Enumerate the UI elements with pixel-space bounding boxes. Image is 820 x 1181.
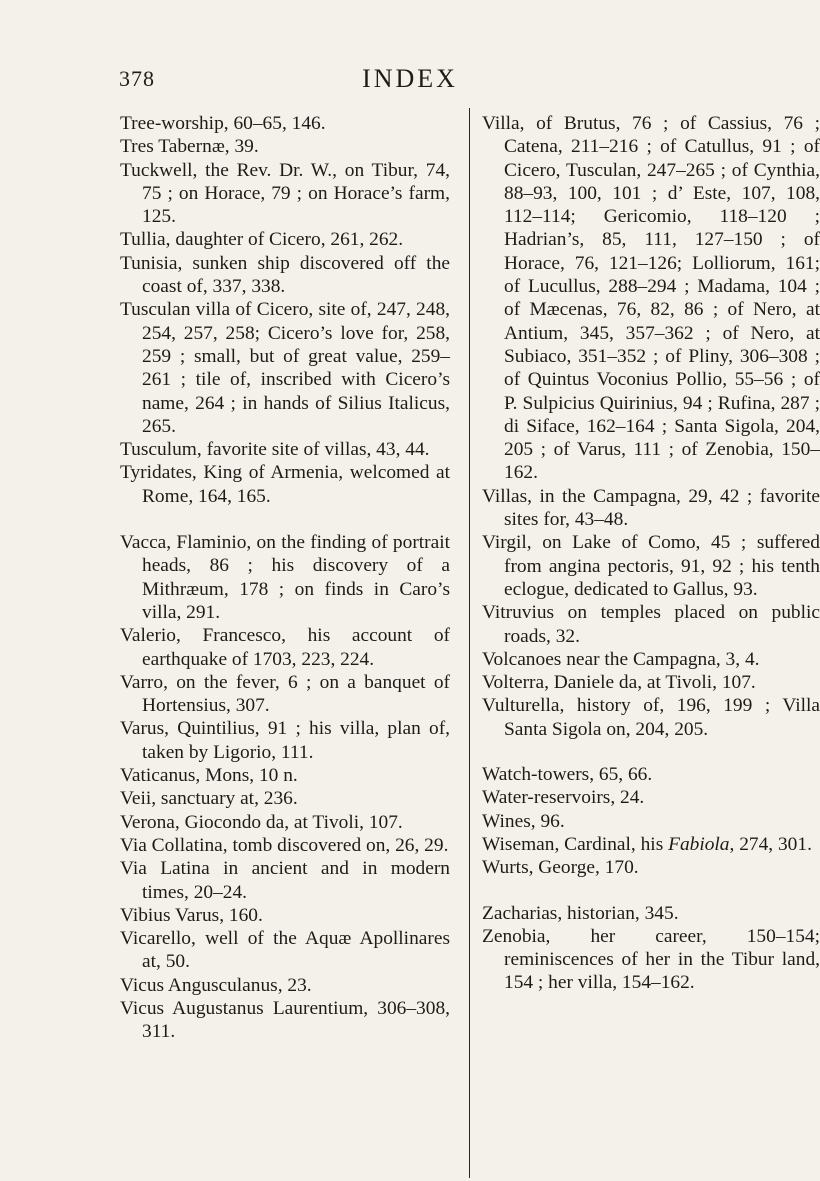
index-entry: Zenobia, her career, 150–154; reminiscences of her in the Tibur land, 154 ; her villa, 154–162. (482, 925, 820, 994)
entry-text: Wiseman, Cardinal, his (482, 833, 669, 855)
index-entry: Tusculan villa of Cicero, site of, 247, 248, 254, 257, 258; Cicero’s love for, 258, 259 ; small, but of great value, 259–261 ; tile of, inscribed with Cicero’s name, 264 ; in hands of Silius Italicus, 265. (120, 299, 450, 437)
index-entry: Vibius Varus, 160. (120, 904, 263, 926)
index-entry: Tyridates, King of Armenia, welcomed at Rome, 164, 165. (120, 462, 450, 507)
index-entry: Via Latina in ancient and in modern times, 20–24. (120, 858, 450, 903)
index-entry: Tuckwell, the Rev. Dr. W., on Tibur, 74, 75 ; on Horace, 79 ; on Horace’s farm, 125. (120, 159, 450, 228)
index-entry: Villa, of Brutus, 76 ; of Cassius, 76 ; Catena, 211–216 ; of Catullus, 91 ; of Cicero, Tusculan, 247–265 ; of Cynthia, 88–93, 100, 101 ; d’ Este, 107, 108, 112–114; Gericomio, 118–120 ; Hadrian’s, 85, 111, 127–150 ; of Horace, 76, 121–126; Lolliorum, 161; of Lucullus, 288–294 ; Madama, 104 ; of Mæcenas, 76, 82, 86 ; of Nero, at Antium, 345, 357–362 ; of Nero, at Subiaco, 351–352 ; of Pliny, 306–308 ; of Quintus Voconius Pollio, 55–56 ; of P. Sulpicius Quirinius, 94 ; Rufina, 287 ; di Siface, 162–164 ; Santa Sigola, 204, 205 ; of Varus, 111 ; of Zenobia, 150–162. (482, 113, 820, 484)
index-entry: Vacca, Flaminio, on the finding of portrait heads, 86 ; his discovery of a Mithræum, 178 ; on finds in Caro’s villa, 291. (120, 532, 450, 623)
index-entry: Tunisia, sunken ship discovered off the coast of, 337, 338. (120, 252, 450, 298)
index-entry: Verona, Giocondo da, at Tivoli, 107. (120, 811, 403, 833)
index-entry: Wurts, George, 170. (482, 857, 639, 879)
index-entry: Zacharias, historian, 345. (482, 902, 679, 924)
letter-gap (482, 880, 820, 902)
index-entry: Vicus Augustanus Laurentium, 306–308, 311. (120, 997, 450, 1043)
index-entry: Watch-towers, 65, 66. (482, 764, 653, 786)
index-entry-wiseman (482, 833, 820, 856)
index-column-right (469, 108, 820, 1178)
index-entry: Tres Tabernæ, 39. (120, 136, 259, 158)
index-entry: Water-reservoirs, 24. (482, 787, 645, 809)
index-entry: Vulturella, history of, 196, 199 ; Villa Santa Sigola on, 204, 205. (482, 695, 820, 740)
index-entry: Valerio, Francesco, his account of earthquake of 1703, 223, 224. (120, 625, 450, 670)
index-entry: Vitruvius on temples placed on public roads, 32. (482, 602, 820, 647)
index-entry: Tusculum, favorite site of villas, 43, 44. (120, 439, 430, 461)
page-title: INDEX (362, 64, 458, 93)
page-number: 378 (119, 66, 155, 91)
index-entry: Varus, Quintilius, 91 ; his villa, plan of, taken by Ligorio, 111. (120, 718, 450, 763)
letter-gap (482, 741, 820, 763)
index-entry: Virgil, on Lake of Como, 45 ; suffered from angina pectoris, 91, 92 ; his tenth eclogue, dedicated to Gallus, 93. (482, 532, 820, 600)
index-entry: Vicarello, well of the Aquæ Apollinares at, 50. (120, 928, 450, 973)
index-entry: Villas, in the Campagna, 29, 42 ; favorite sites for, 43–48. (482, 485, 820, 531)
index-entry: Vaticanus, Mons, 10 n. (120, 765, 298, 787)
index-entry: Volcanoes near the Campagna, 3, 4. (482, 648, 760, 670)
index-entry: Wines, 96. (482, 810, 565, 832)
index-entry: Volterra, Daniele da, at Tivoli, 107. (482, 672, 756, 694)
index-entry: Varro, on the fever, 6 ; on a banquet of Hortensius, 307. (120, 671, 450, 717)
letter-gap (120, 508, 450, 531)
book-title: Fabiola (668, 833, 730, 855)
index-entry: Tree-worship, 60–65, 146. (120, 113, 326, 134)
index-entry: Veii, sanctuary at, 236. (120, 788, 298, 810)
entry-text: , 274, 301. (729, 833, 812, 855)
index-column-left (120, 112, 450, 1044)
index-entry: Vicus Angusculanus, 23. (120, 974, 312, 996)
index-entry: Tullia, daughter of Cicero, 261, 262. (120, 229, 404, 251)
index-entry: Via Collatina, tomb discovered on, 26, 29. (120, 834, 449, 856)
